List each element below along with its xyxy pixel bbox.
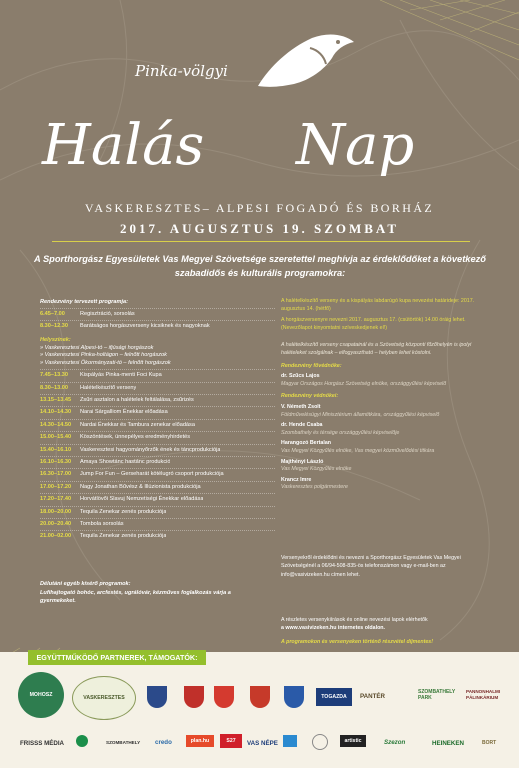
row-time: 17.00–17.20 <box>40 483 72 490</box>
patron-name: Krancz Imre <box>281 476 312 483</box>
patrons-title: Rendezvény védnökei: <box>281 393 339 400</box>
coat-of-arms-2 <box>184 686 204 708</box>
places-title: Helyszínek: <box>40 336 71 343</box>
row-time: 15.00–15.40 <box>40 434 72 441</box>
sponsor-icon-b <box>283 735 297 747</box>
artistic-label: artistic <box>344 738 362 744</box>
row-time: 16.30–17.00 <box>40 471 72 478</box>
patron-role: Vas Megyei Közgyűlés elnöke <box>281 466 352 473</box>
registration-text: A horgászversenyre nevezni 2017. augusztus 17. (csütörtök) 14.00 óráig lehet. (Nevezőlapot kinyomtatni szíveskedjenek el!) <box>281 317 466 331</box>
heineken-logo: HEINEKEN <box>432 740 464 747</box>
note-text: A halételkészítő verseny csapatainál és a Szövetség központi főzőhelyén is ipolyi halételeket szolgálnak – elfogyasztható – helyben lehet kóstolni. <box>281 342 472 356</box>
row-time: 8.30–13.00 <box>40 384 68 391</box>
patron-name: dr. Hende Csaba <box>281 422 323 429</box>
row-desc: Nardai Énekkar és Tambura zenekar előadása <box>80 421 195 428</box>
schedule-row <box>40 431 275 443</box>
sponsor-icon-a <box>76 735 88 747</box>
row-desc: Köszöntések, ünnepélyes eredményhirdetés <box>80 434 191 441</box>
row-time: 14.30–14.50 <box>40 421 72 428</box>
row-desc: Halételkészítő verseny <box>80 384 137 391</box>
coat-of-arms-3 <box>214 686 234 708</box>
row-time: 8.30–12.30 <box>40 323 68 330</box>
row-time: 6.45–7.00 <box>40 311 65 317</box>
row-desc: Vaskeresztesi hagyományőrzők ének és táncprodukciója <box>80 446 221 453</box>
szombathely-park-logo: SZOMBATHELY PARK <box>418 689 456 701</box>
kids-text: Lufihajtogató bohóc, arcfestés, ugrálóvár, kézműves foglalkozás várja a gyermekeket. <box>40 589 231 604</box>
bort-logo: BORT <box>482 740 497 746</box>
frisss-media-logo: FRISSS MÉDIA <box>20 740 65 747</box>
online-text: A részletes versenykiírások és online nevezési lapok elérhetők <box>281 617 428 624</box>
row-time: 15.40–16.10 <box>40 446 72 453</box>
schedule-row <box>40 506 275 518</box>
row-time: 16.10–16.30 <box>40 459 72 466</box>
place-item: » Vaskeresztesi Ökormányzati-tó – felnőtt horgászok <box>40 359 171 366</box>
patron-role: Földművelésügyi Minisztérium államtitkára, országgyűlési képviselő <box>281 411 440 418</box>
row-time: 7.45–13.30 <box>40 372 68 379</box>
schedule-row <box>40 419 275 431</box>
row-time: 21.00–02.00 <box>40 533 72 540</box>
patron-role: Vas Megyei Közgyűlés elnöke, Vas megyei közművelődési titkára <box>281 447 435 454</box>
togazda-label: TOGAZDA <box>321 694 347 700</box>
deadline-text: A halételkészítő verseny és a kispályás labdarúgó kupa nevezési határideje: 2017. augusztus 14. (hétfő) <box>281 298 475 312</box>
patrons-list <box>281 404 481 492</box>
program-column <box>40 297 275 605</box>
schedule-row <box>40 481 275 493</box>
patron-role: Magyar Országos Horgász Szövetség elnöke, országgyűlési képviselő <box>281 380 447 387</box>
row-time: 17.20–17.40 <box>40 496 72 503</box>
plan-label: plan.hu <box>190 738 210 744</box>
vas-nepe-logo: VAS NÉPE <box>247 740 278 747</box>
schedule-row <box>40 394 275 406</box>
row-desc: Tombola sorsolás <box>80 520 124 527</box>
s27-logo <box>220 734 242 748</box>
row-desc: Regisztráció, sorsolás <box>80 311 135 317</box>
schedule-rows <box>40 369 275 542</box>
patron-name: Majthényi László <box>281 458 324 465</box>
coat-of-arms-5 <box>284 686 304 708</box>
szombathely-logo: SZOMBATHELY <box>106 740 141 745</box>
schedule-row <box>40 320 275 332</box>
schedule-row <box>40 456 275 468</box>
vaskeresztes-logo <box>72 676 136 720</box>
s27-label: S27 <box>226 738 236 744</box>
title-nap: Nap <box>296 113 415 178</box>
row-time: 18.00–20.00 <box>40 508 72 515</box>
program-title: Rendezvény tervezett programja: <box>40 299 128 305</box>
schedule-row <box>40 518 275 530</box>
row-desc: Nagy Jonathan Bűvész & Illúzionista produkciója <box>80 483 201 490</box>
schedule-row <box>40 468 275 480</box>
plan-logo <box>186 735 214 747</box>
patron-name: Harangozó Bertalan <box>281 440 332 447</box>
row-desc: Barátságos horgászverseny kicsiknek és nagyoknak <box>80 323 210 330</box>
palinkarium-logo: PANNONHALMI PÁLINKÁRIUM <box>466 689 501 700</box>
mohosz-label: MOHOSZ <box>29 692 53 698</box>
artistic-logo <box>340 735 366 747</box>
row-desc: Tequila Zenekar zenés produkciója <box>80 533 167 540</box>
row-desc: Kispályás Pinka-menti Foci Kupa <box>80 372 162 379</box>
vaskeresztes-label: VASKERESZTES <box>83 695 125 701</box>
early-rows <box>40 308 275 333</box>
pre-title: Pinka-völgyi <box>135 62 228 80</box>
places-list <box>40 345 275 368</box>
schedule-row <box>40 493 275 505</box>
subtitle: VASKERESZTES– ALPESI FOGADÓ ÉS BORHÁZ <box>84 201 435 215</box>
szezon-logo: Szezon <box>384 739 406 746</box>
row-time: 14.10–14.30 <box>40 409 72 416</box>
patron-name: V. Németh Zsolt <box>281 403 321 410</box>
schedule-row <box>40 369 275 381</box>
fish-icon <box>250 26 360 96</box>
togazda-logo <box>316 688 352 706</box>
row-desc: Jump For Fun – Gerseharát kötélugró csoport produkciója <box>80 471 224 478</box>
panter-logo: PANTÉR <box>360 693 385 700</box>
schedule-row <box>40 406 275 418</box>
row-desc: Tequila Zenekar zenés produkciója <box>80 508 167 515</box>
place-item: » Vaskeresztesi Alpesi-tó – ifjúsági horgászok <box>40 344 154 351</box>
partners-title: EGYÜTTMŰKÖDŐ PARTNEREK, TÁMOGATÓK: <box>28 650 206 665</box>
schedule-row <box>40 444 275 456</box>
info-column <box>281 298 481 646</box>
patron-role: Szombathely és térsége országgyűlési képviselője <box>281 429 400 436</box>
patron-role: Vaskeresztes polgármestere <box>281 484 348 491</box>
mohosz-logo <box>18 672 64 718</box>
coat-of-arms-1 <box>147 686 167 708</box>
row-desc: Amaya Showtánc hastánc produkció <box>80 459 171 466</box>
schedule-row <box>40 530 275 542</box>
row-time: 20.00–20.40 <box>40 520 72 527</box>
patron-name: dr. Szűcs Lajos <box>281 373 320 380</box>
schedule-row <box>40 308 275 320</box>
row-time: 13.15–13.45 <box>40 397 72 404</box>
contact-text: Versenyekről érdeklődni és nevezni a Sporthorgász Egyesületek Vas Megyei Szövetségénél a 06/94-508-835-ös telefonszámon vagy e-mail-ben az info@vasivizeken.hu címen lehet. <box>281 554 461 578</box>
free-text: A programokon és versenyeken történő részvétel díjmentes! <box>281 638 433 645</box>
kids-title: Délutáni egyéb kísérő programok: <box>40 580 131 587</box>
intro-text: A Sporthorgász Egyesületek Vas Megyei Szövetsége szeretettel meghívja az érdeklődőket a következő szabadidős és kulturális programokra: <box>34 254 486 278</box>
row-desc: Zsűri asztalon a halételek feltálalása, zsűrizés <box>80 397 194 404</box>
schedule-row <box>40 382 275 394</box>
row-desc: Horvátlövői Slavuj Nemzetiségi Énekkar előadása <box>80 496 204 503</box>
sponsor-icon-c <box>312 734 328 750</box>
title-halas: Halás <box>42 113 205 178</box>
patron-title: Rendezvény fővédnöke: <box>281 362 342 369</box>
row-desc: Narai Sárgalliom Énekkar előadása <box>80 409 168 416</box>
online-url[interactable]: a www.vasivizeken.hu internetes oldalon. <box>281 624 386 631</box>
event-date: 2017. AUGUSZTUS 19. SZOMBAT <box>119 221 400 236</box>
divider <box>52 241 470 242</box>
credo-logo: credo <box>155 739 172 746</box>
coat-of-arms-4 <box>250 686 270 708</box>
place-item: » Vaskeresztesi Pinka-holtágon – felnőtt horgászok <box>40 352 167 359</box>
